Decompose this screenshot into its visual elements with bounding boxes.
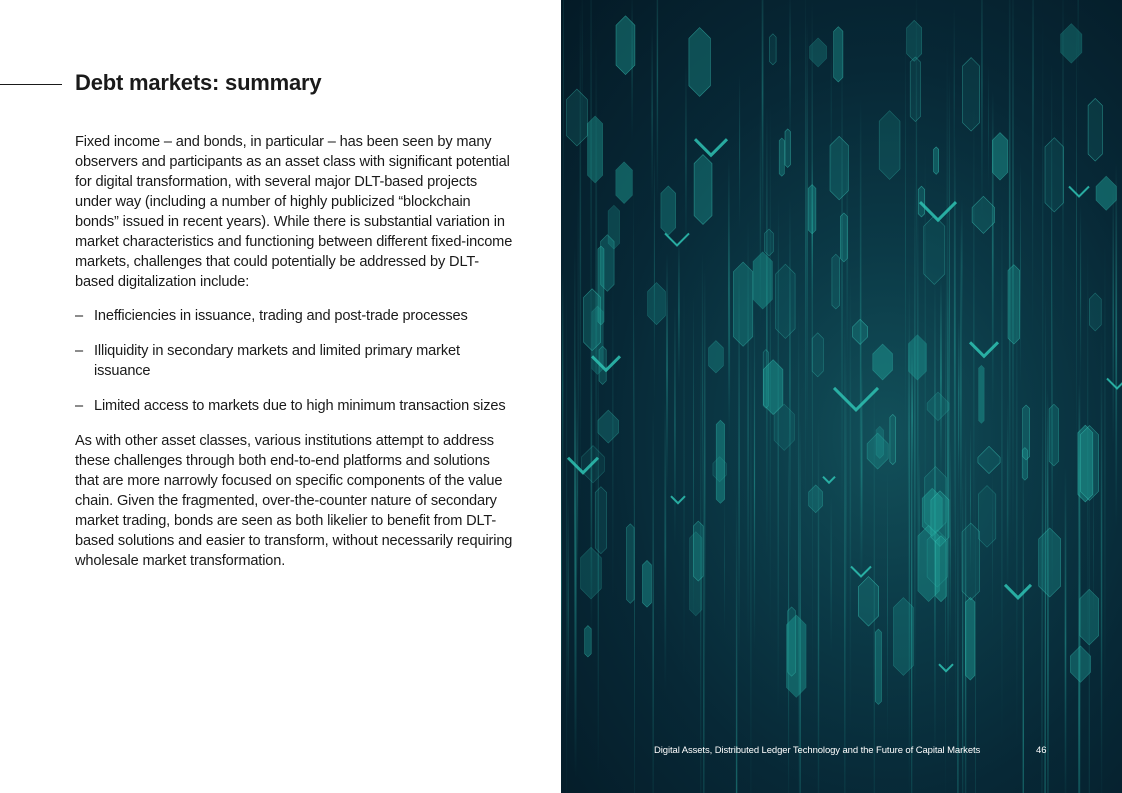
light-streak	[674, 305, 675, 547]
light-streak	[654, 143, 655, 405]
light-streak	[841, 47, 843, 519]
hex-capsule	[585, 626, 592, 658]
list-item: – Limited access to markets due to high minimum transaction sizes	[75, 398, 506, 414]
hex-capsule	[978, 486, 996, 548]
hex-capsule	[812, 333, 823, 377]
hex-capsule	[694, 155, 712, 225]
light-streak	[657, 0, 658, 203]
light-streak	[633, 187, 634, 561]
hex-capsule	[808, 185, 816, 234]
light-streak	[1113, 186, 1114, 444]
hex-capsule	[979, 365, 985, 423]
light-streak	[766, 107, 768, 559]
light-streak	[751, 310, 752, 793]
hex-capsule	[1061, 24, 1082, 64]
hex-capsule	[763, 360, 783, 415]
light-streak	[704, 268, 706, 664]
hex-capsule	[765, 229, 774, 256]
footer-doc-title: Digital Assets, Distributed Ledger Technology and the Future of Capital Markets	[654, 745, 981, 756]
hex-capsule	[853, 319, 868, 344]
light-streak	[1080, 205, 1081, 386]
light-streak	[1020, 161, 1021, 387]
hex-capsule	[1088, 98, 1102, 161]
light-streak	[1105, 239, 1106, 699]
light-streak	[729, 225, 731, 446]
hex-capsule	[643, 560, 652, 607]
light-streak	[981, 0, 982, 216]
hex-capsule	[972, 196, 995, 233]
light-streak	[562, 270, 564, 506]
light-streak	[954, 133, 956, 560]
light-streak	[973, 101, 974, 584]
light-streak	[1041, 439, 1042, 793]
light-streak	[914, 181, 916, 705]
light-streak	[685, 63, 687, 254]
light-streak	[949, 71, 950, 547]
light-streak	[590, 0, 592, 439]
hex-capsule	[963, 58, 980, 132]
light-streak	[905, 35, 906, 446]
hex-capsule	[785, 129, 790, 168]
light-streak	[958, 374, 959, 499]
hex-capsule	[908, 335, 926, 380]
hex-capsule	[809, 485, 823, 513]
hex-capsule	[1022, 448, 1027, 481]
light-streak	[887, 471, 888, 744]
light-streak	[831, 496, 832, 654]
hex-capsule	[873, 344, 893, 380]
hex-capsule	[567, 89, 588, 146]
light-streak	[805, 0, 806, 514]
hex-capsule	[924, 216, 945, 285]
hex-capsule	[616, 16, 635, 75]
light-streak	[634, 313, 635, 793]
light-streak	[962, 199, 963, 335]
light-streak	[652, 25, 653, 204]
chevron-down-icon	[671, 496, 685, 503]
light-streak	[950, 439, 951, 646]
light-streak	[612, 281, 613, 603]
light-streak	[739, 74, 740, 231]
hex-capsule	[840, 213, 847, 262]
light-streak	[666, 253, 668, 489]
chevron-down-icon	[1069, 187, 1089, 197]
chevron-down-icon	[695, 139, 727, 155]
hex-capsule	[936, 536, 947, 602]
page-title: Debt markets: summary	[75, 70, 322, 95]
hex-capsule	[588, 116, 603, 183]
hex-capsule	[733, 262, 753, 346]
light-streak	[580, 4, 582, 502]
light-streak	[652, 407, 654, 793]
hex-capsule	[716, 420, 724, 503]
light-streak	[724, 497, 725, 636]
hex-capsule	[788, 607, 796, 676]
challenges-list	[75, 306, 515, 416]
hex-capsule	[616, 162, 633, 204]
light-streak	[850, 269, 851, 735]
light-streak	[940, 279, 942, 477]
decorative-data-stream-image	[561, 0, 1122, 793]
light-streak	[664, 403, 666, 691]
light-streak	[568, 496, 569, 719]
body-text	[75, 132, 515, 585]
light-streak	[1032, 0, 1033, 224]
hex-capsule	[753, 252, 772, 309]
light-streak	[754, 318, 755, 649]
light-streak	[799, 420, 801, 793]
page-number: 46	[1036, 745, 1047, 756]
light-streak	[678, 239, 680, 385]
light-streak	[818, 418, 819, 793]
hex-capsule	[992, 133, 1008, 181]
hex-capsule	[879, 111, 900, 180]
light-streak	[702, 252, 703, 547]
light-streak	[563, 0, 564, 230]
light-streak	[577, 404, 578, 580]
light-streak	[1007, 397, 1008, 538]
hex-capsule	[693, 521, 703, 581]
light-streak	[988, 65, 989, 190]
hex-capsule	[595, 487, 607, 554]
chevron-down-icon	[1107, 379, 1122, 389]
chevron-down-icon	[823, 477, 835, 483]
light-streak	[789, 198, 790, 565]
light-streak	[1001, 195, 1002, 749]
light-streak	[861, 366, 863, 579]
intro-paragraph: Fixed income – and bonds, in particular – has been seen by many observers and participants as an asset class with significant potential for digital transformation, with several major DLT-based projects under way (including a number of highly publicized “blockchain bonds” issued in recent years). While there is substantial variation in market characteristics and functioning between different fixed-income markets, challenges that could potentially be addressed by DLT-based digitalization include:	[75, 134, 513, 290]
hex-capsule	[910, 57, 920, 122]
chevron-down-icon	[834, 388, 878, 410]
hex-capsule	[876, 426, 884, 458]
conclusion-paragraph: As with other asset classes, various institutions attempt to address these challenges through both end-to-end platforms and solutions that are more narrowly focused on specific components of the value chain. Given the fragmented, over-the-counter nature of secondary market trading, bonds are seen as both likelier to benefit from DLT-based solutions and easier to transform, without necessarily requiring wholesale market transformation.	[75, 433, 513, 569]
hex-capsule	[978, 446, 1000, 473]
hex-capsule	[907, 20, 922, 61]
light-streak	[806, 20, 807, 444]
bullet-dash: –	[75, 308, 83, 324]
light-streak	[874, 363, 875, 793]
hex-capsule	[661, 186, 676, 235]
hex-capsule	[834, 27, 843, 82]
list-item: – Inefficiencies in issuance, trading and post-trade processes	[75, 308, 468, 324]
chevron-down-icon	[1005, 585, 1031, 598]
light-streak	[632, 0, 633, 140]
bullet-dash: –	[75, 343, 83, 359]
light-streak	[1101, 327, 1103, 749]
hex-capsule	[893, 598, 913, 676]
light-streak	[798, 304, 799, 793]
title-rule	[0, 84, 62, 85]
hex-capsule	[830, 136, 848, 200]
light-streak	[960, 222, 962, 564]
hex-capsule	[832, 254, 840, 309]
chevron-down-icon	[939, 664, 953, 671]
hex-capsule	[890, 414, 896, 464]
light-streak	[844, 313, 845, 793]
hex-capsule	[689, 28, 711, 97]
light-streak	[578, 182, 579, 582]
hex-capsule	[1008, 265, 1020, 344]
hex-capsule	[1080, 426, 1098, 501]
hex-capsule	[779, 138, 784, 176]
light-streak	[1065, 467, 1067, 793]
hex-capsule	[776, 264, 795, 338]
hex-capsule	[1039, 528, 1061, 597]
hex-capsule	[598, 246, 604, 325]
light-streak	[1023, 449, 1024, 793]
light-streak	[789, 0, 791, 151]
hex-capsule	[934, 147, 939, 174]
bullet-dash: –	[75, 398, 83, 414]
hex-capsule	[770, 34, 777, 65]
hex-capsule	[875, 629, 881, 705]
hex-capsule	[598, 410, 619, 443]
light-streak	[574, 247, 575, 773]
hex-capsule	[1045, 138, 1064, 212]
light-streak	[684, 278, 685, 682]
light-streak	[561, 453, 562, 718]
light-streak	[1115, 163, 1117, 527]
hex-capsule	[1089, 293, 1101, 331]
hex-capsule	[581, 547, 602, 599]
list-item: – Illiquidity in secondary markets and limited primary market issuance	[75, 343, 460, 379]
light-streak	[812, 231, 813, 681]
light-streak	[566, 263, 567, 793]
hex-capsule	[966, 597, 975, 680]
hex-capsule	[774, 404, 794, 450]
light-streak	[762, 0, 764, 239]
hex-capsule	[1049, 404, 1059, 466]
hex-capsule	[962, 523, 980, 600]
hex-capsule	[1080, 589, 1099, 645]
light-streak	[1076, 20, 1077, 463]
hex-capsule	[627, 524, 635, 604]
hex-capsule	[858, 577, 878, 627]
data-stream-graphic	[561, 0, 1122, 793]
hex-capsule	[648, 283, 666, 325]
hex-capsule	[709, 341, 724, 374]
